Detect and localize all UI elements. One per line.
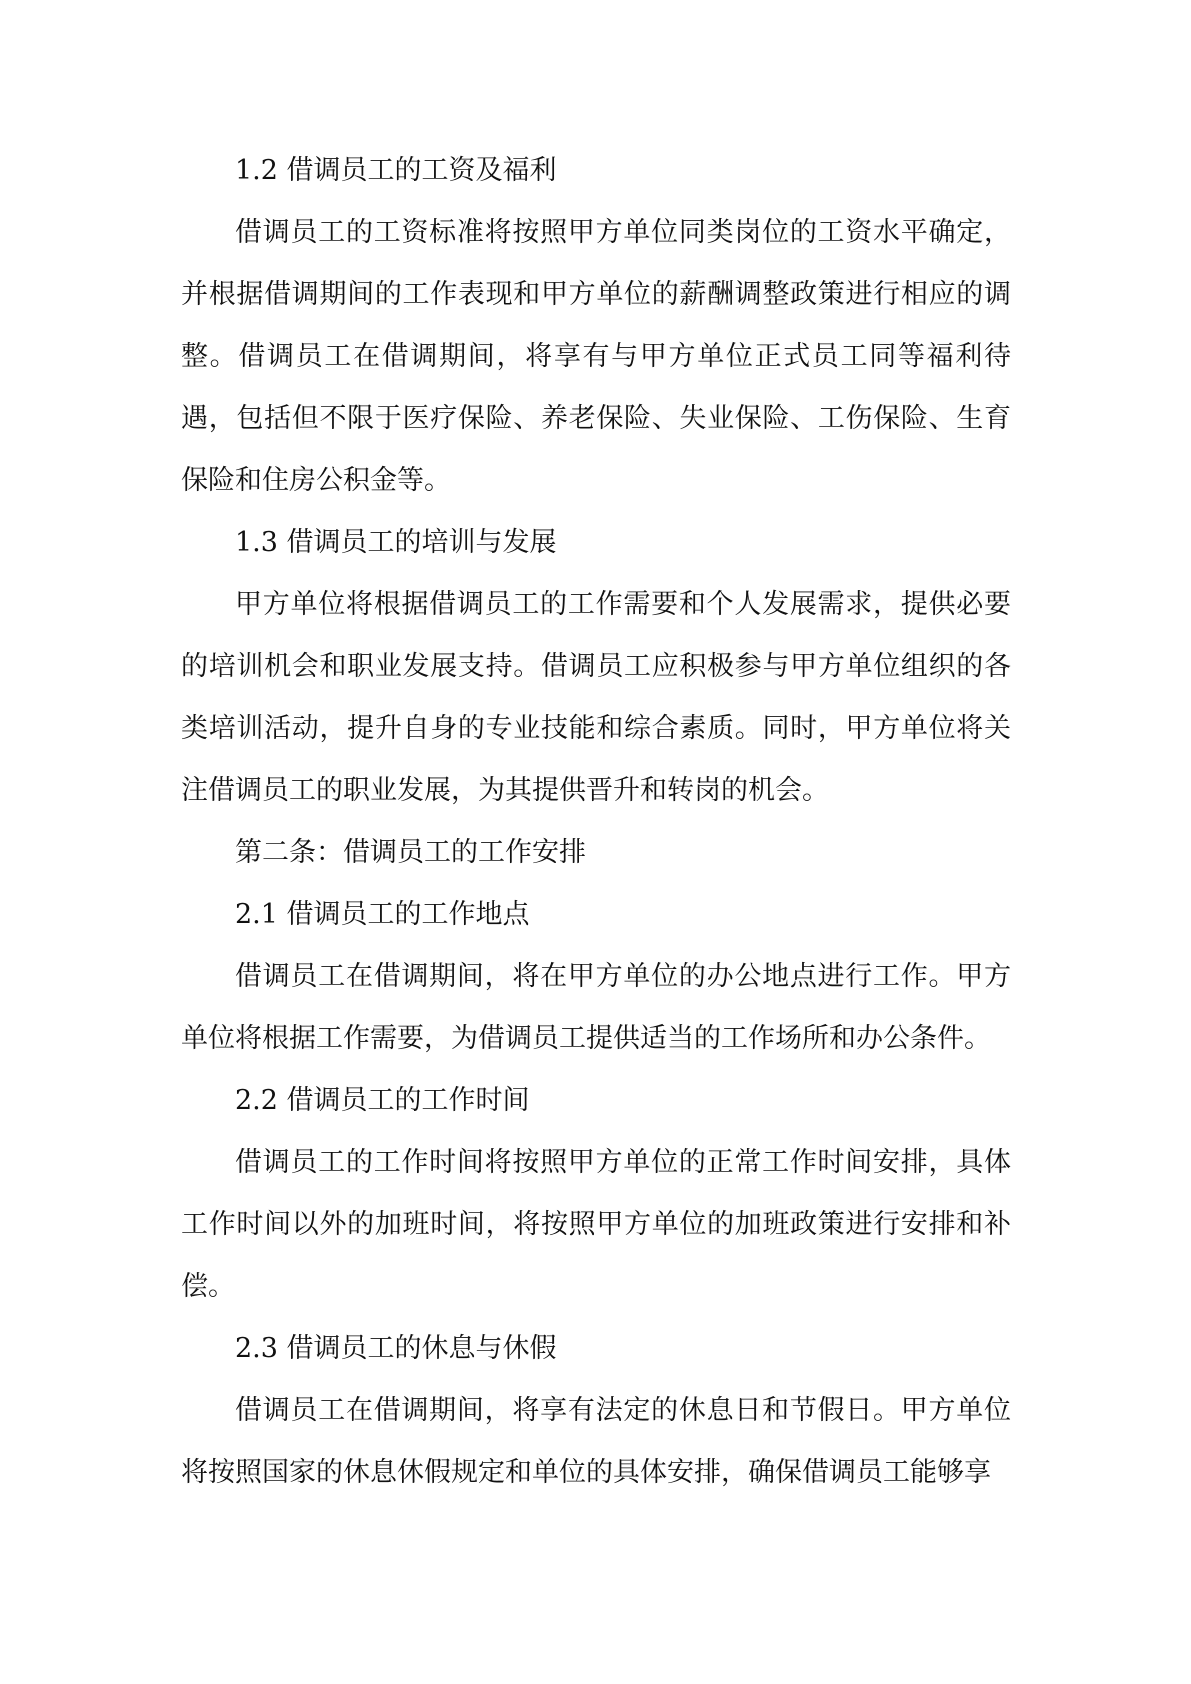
section-2-2-body: 借调员工的工作时间将按照甲方单位的正常工作时间安排，具体工作时间以外的加班时间，将按照甲方单位的加班政策进行安排和补偿。 (181, 1147, 1011, 1302)
section-2-3-heading: 2.3 借调员工的休息与休假 (235, 1333, 557, 1364)
section-1-3-body: 甲方单位将根据借调员工的工作需要和个人发展需求，提供必要的培训机会和职业发展支持。借调员工应积极参与甲方单位组织的各类培训活动，提升自身的专业技能和综合素质。同时，甲方单位将关注借调员工的职业发展，为其提供晋升和转岗的机会。 (181, 589, 1011, 806)
section-2-2-heading: 2.2 借调员工的工作时间 (235, 1085, 530, 1116)
section-1-3-heading: 1.3 借调员工的培训与发展 (235, 527, 557, 558)
article-2-heading: 第二条：借调员工的工作安排 (235, 837, 586, 868)
section-1-2-body: 借调员工的工资标准将按照甲方单位同类岗位的工资水平确定，并根据借调期间的工作表现和甲方单位的薪酬调整政策进行相应的调整。借调员工在借调期间，将享有与甲方单位正式员工同等福利待遇，包括但不限于医疗保险、养老保险、失业保险、工伤保险、生育保险和住房公积金等。 (181, 217, 1011, 496)
document-body (181, 140, 1011, 1504)
section-2-3-body: 借调员工在借调期间，将享有法定的休息日和节假日。甲方单位将按照国家的休息休假规定和单位的具体安排，确保借调员工能够享 (181, 1395, 1011, 1488)
section-1-2-heading: 1.2 借调员工的工资及福利 (235, 155, 557, 186)
section-2-1-heading: 2.1 借调员工的工作地点 (235, 899, 530, 930)
section-2-1-body: 借调员工在借调期间，将在甲方单位的办公地点进行工作。甲方单位将根据工作需要，为借调员工提供适当的工作场所和办公条件。 (181, 961, 1011, 1054)
